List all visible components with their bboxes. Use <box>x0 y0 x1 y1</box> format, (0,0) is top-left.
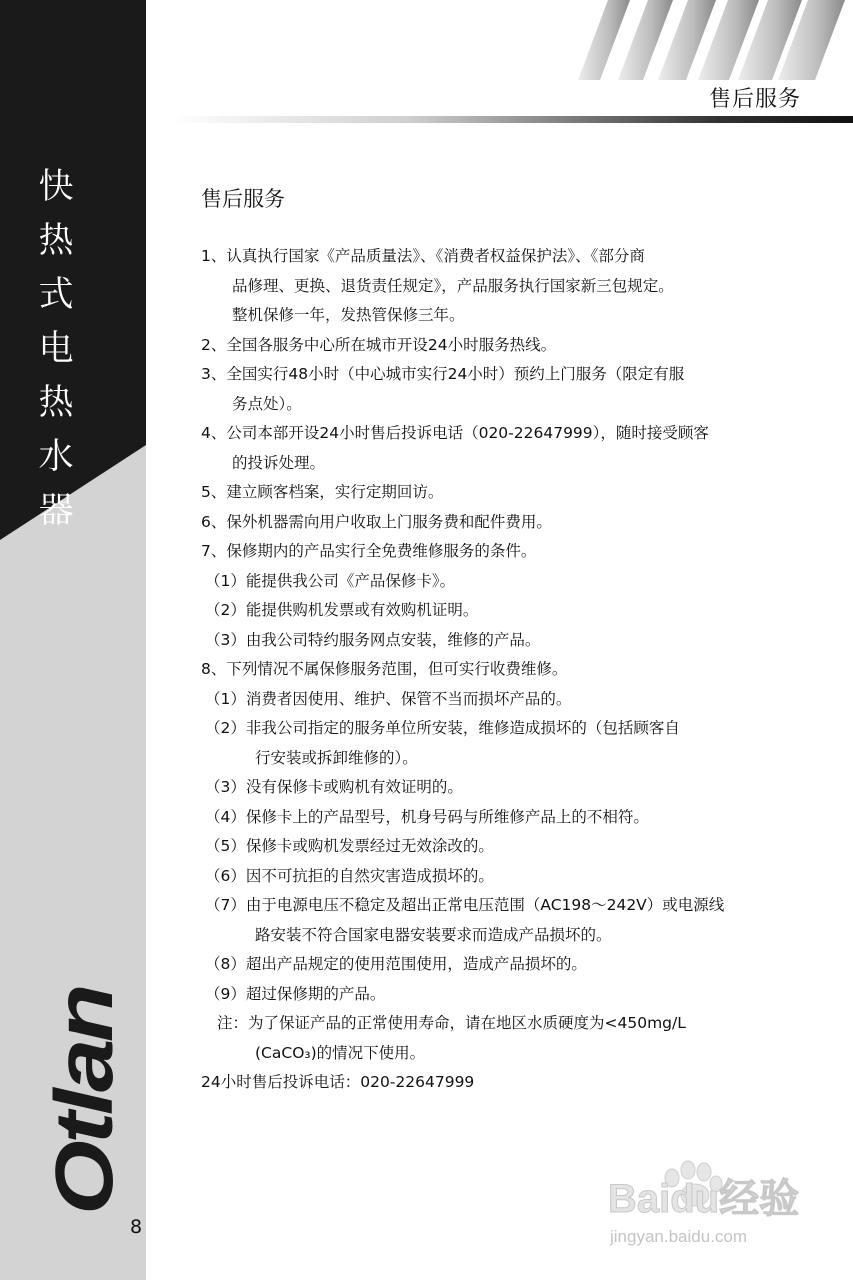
list-item-line: （3）由我公司特约服务网点安装，维修的产品。 <box>205 630 541 649</box>
sub-list-item <box>201 891 826 950</box>
title-char: 水 <box>38 437 74 477</box>
list-item <box>201 1068 826 1098</box>
sub-list-item <box>201 596 826 626</box>
sub-list-item <box>201 832 826 862</box>
watermark-brand: Baidu经验 <box>608 1177 800 1221</box>
section-title: 售后服务 <box>201 187 285 211</box>
sub-list-item <box>201 567 826 597</box>
sub-list-item <box>201 803 826 833</box>
list-item-line: (CaCO₃)的情况下使用。 <box>255 1043 426 1062</box>
list-item-line: （8）超出产品规定的使用范围使用，造成产品损坏的。 <box>205 955 587 973</box>
sidebar <box>0 0 146 1280</box>
list-item <box>201 478 826 508</box>
baidu-watermark <box>600 1150 830 1250</box>
list-item-line: 4、公司本部开设24小时售后投诉电话（020-22647999），随时接受顾客 <box>201 424 709 442</box>
title-char: 热 <box>38 383 74 423</box>
vertical-product-title <box>32 160 80 538</box>
list-item-line: 6、保外机器需向用户收取上门服务费和配件费用。 <box>201 512 552 531</box>
list-item-line: 24小时售后投诉电话：020-22647999 <box>201 1073 475 1091</box>
sub-list-item <box>201 862 826 892</box>
list-item-line: （7）由于电源电压不稳定及超出正常电压范围（AC198～242V）或电源线 <box>205 896 725 914</box>
list-item-line: （3）没有保修卡或购机有效证明的。 <box>205 778 463 796</box>
list-item <box>201 508 826 538</box>
sub-list-item <box>201 980 826 1010</box>
list-item-line: 的投诉处理。 <box>232 453 326 472</box>
list-item <box>201 360 826 419</box>
title-char: 快 <box>38 167 74 207</box>
service-terms-list <box>201 242 826 1098</box>
list-item-line: （1）能提供我公司《产品保修卡》。 <box>205 571 456 590</box>
sub-list-item <box>201 626 826 656</box>
list-item-line: （2）非我公司指定的服务单位所安装，维修造成损坏的（包括顾客自 <box>205 719 680 737</box>
list-item-line: （5）保修卡或购机发票经过无效涂改的。 <box>205 837 494 855</box>
watermark-url: jingyan.baidu.com <box>610 1227 748 1246</box>
sub-list-item <box>201 950 826 980</box>
title-char: 热 <box>38 221 74 261</box>
list-item-line: 5、建立顾客档案，实行定期回访。 <box>201 483 444 501</box>
list-item <box>201 537 826 567</box>
title-char: 电 <box>38 329 74 369</box>
title-char: 器 <box>38 491 74 531</box>
page-number: 8 <box>130 1216 143 1238</box>
list-item-line: 品修理、更换、退货责任规定》，产品服务执行国家新三包规定。 <box>232 276 674 295</box>
list-item-line: 3、全国实行48小时（中心城市实行24小时）预约上门服务（限定有服 <box>201 365 685 383</box>
list-item-line: 1、认真执行国家《产品质量法》、《消费者权益保护法》、《部分商 <box>201 247 645 265</box>
sub-list-item <box>201 773 826 803</box>
note-item <box>201 1009 826 1068</box>
list-item-line: （1）消费者因使用、维护、保管不当而损坏产品的。 <box>205 689 572 708</box>
sub-list-item <box>201 714 826 773</box>
title-char: 式 <box>38 275 74 315</box>
header-divider <box>170 116 853 123</box>
brand-logo-text: Otlan <box>39 1020 130 1215</box>
header-title: 售后服务 <box>708 87 801 112</box>
list-item-line: （9）超过保修期的产品。 <box>205 984 386 1003</box>
list-item <box>201 242 826 331</box>
sub-list-item <box>201 685 826 715</box>
list-item-line: 务点处）。 <box>232 394 302 413</box>
list-item-line: （4）保修卡上的产品型号，机身号码与所维修产品上的不相符。 <box>205 807 649 826</box>
list-item <box>201 655 826 685</box>
list-item-line: 路安装不符合国家电器安装要求而造成产品损坏的。 <box>255 925 612 944</box>
list-item-line: 7、保修期内的产品实行全免费维修服务的条件。 <box>201 542 537 560</box>
list-item-line: （2）能提供购机发票或有效购机证明。 <box>205 601 479 619</box>
header-stripes <box>560 0 853 80</box>
list-item <box>201 331 826 361</box>
list-item-line: 注：为了保证产品的正常使用寿命，请在地区水质硬度为<450mg/L <box>217 1014 686 1032</box>
list-item-line: （6）因不可抗拒的自然灾害造成损坏的。 <box>205 866 494 885</box>
list-item-line: 整机保修一年，发热管保修三年。 <box>232 306 465 324</box>
list-item-line: 行安装或拆卸维修的）。 <box>255 748 418 767</box>
list-item-line: 8、下列情况不属保修服务范围，但可实行收费维修。 <box>201 660 568 678</box>
list-item-line: 2、全国各服务中心所在城市开设24小时服务热线。 <box>201 335 557 354</box>
brand-logo <box>39 985 130 1215</box>
list-item <box>201 419 826 478</box>
